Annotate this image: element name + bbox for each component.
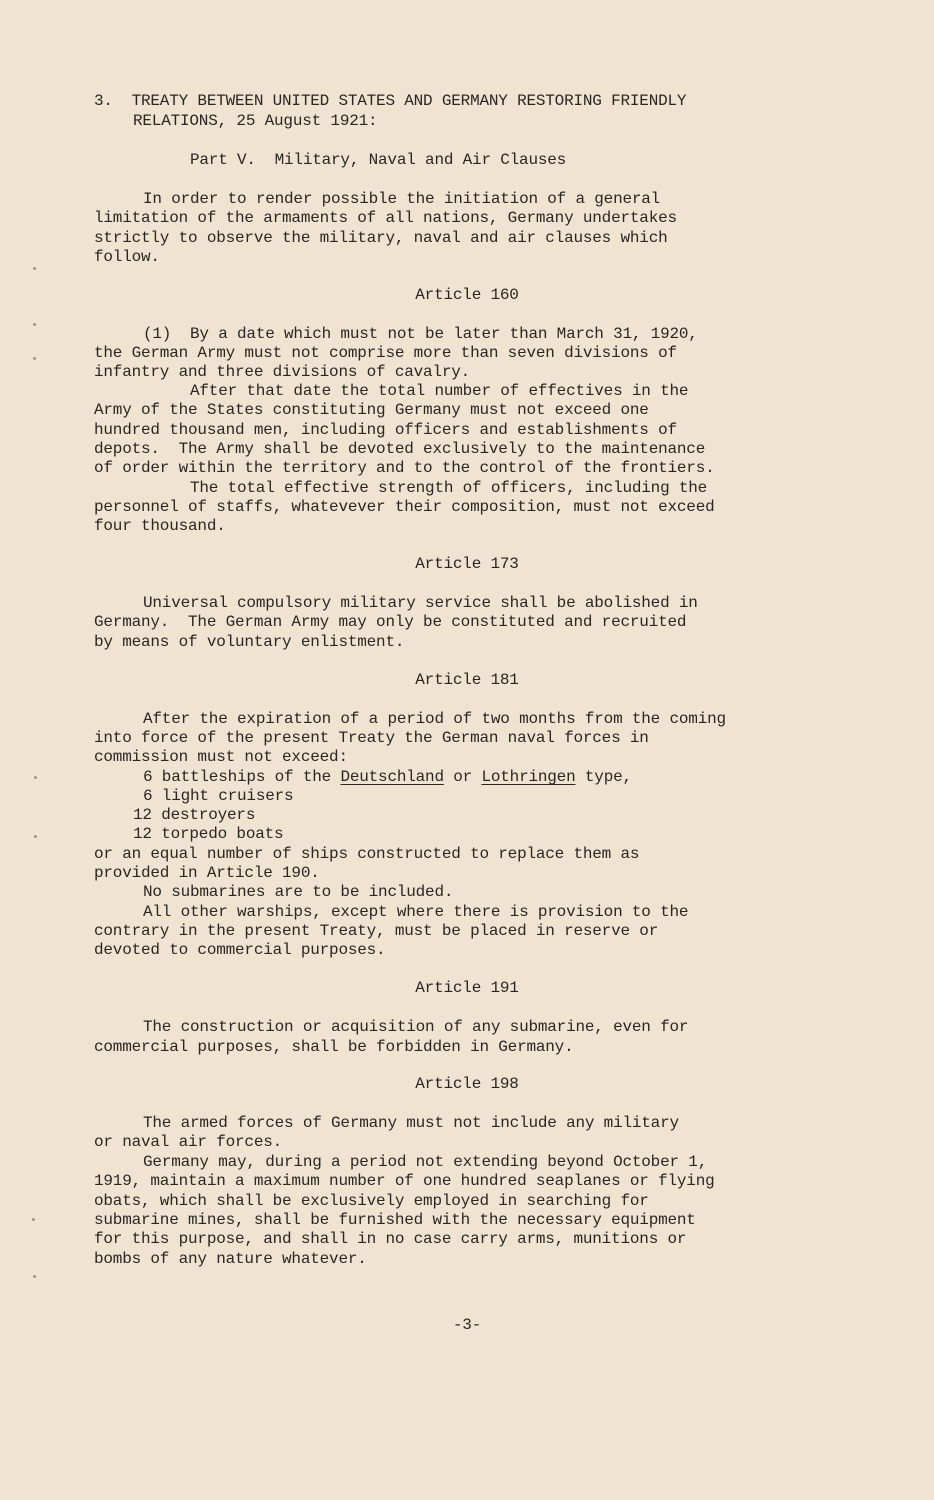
article-181-after-line: provided in Article 190.	[94, 864, 320, 882]
paper-speck	[33, 1275, 36, 1278]
article-160-line: the German Army must not comprise more than seven divisions of	[94, 344, 677, 362]
lothringen-type: Lothringen	[481, 768, 576, 786]
battleships-line	[143, 768, 632, 787]
article-181-after-line: All other warships, except where there is provision to the	[143, 903, 689, 921]
article-198-line: obats, which shall be exclusively employed in searching for	[94, 1192, 649, 1210]
ship-list-item: 6 light cruisers	[143, 787, 294, 805]
intro-line: In order to render possible the initiation of a general	[143, 190, 661, 208]
article-181-line: commission must not exceed:	[94, 748, 348, 766]
article-198-line: or naval air forces.	[94, 1133, 283, 1151]
intro-line: strictly to observe the military, naval and air clauses which	[94, 229, 668, 247]
article-191-title: Article 191	[415, 979, 519, 997]
article-181-line: After the expiration of a period of two months from the coming	[143, 710, 726, 728]
article-160-line: of order within the territory and to the control of the frontiers.	[94, 459, 715, 477]
article-181-after-line: devoted to commercial purposes.	[94, 941, 386, 959]
article-181-title: Article 181	[415, 671, 519, 689]
article-198-line: submarine mines, shall be furnished with the necessary equipment	[94, 1211, 696, 1229]
paper-speck	[32, 1218, 35, 1221]
article-160-line: personnel of staffs, whatevever their composition, must not exceed	[94, 498, 715, 516]
article-181-line: into force of the present Treaty the German naval forces in	[94, 729, 649, 747]
article-160-line: depots. The Army shall be devoted exclusively to the maintenance	[94, 440, 706, 458]
article-160-line: four thousand.	[94, 517, 226, 535]
intro-line: follow.	[94, 248, 160, 266]
article-191-line: commercial purposes, shall be forbidden in Germany.	[94, 1038, 574, 1056]
article-198-line: for this purpose, and shall in no case carry arms, munitions or	[94, 1230, 687, 1248]
article-173-line: Universal compulsory military service shall be abolished in	[143, 594, 698, 612]
article-198-line: 1919, maintain a maximum number of one hundred seaplanes or flying	[94, 1172, 715, 1190]
paper-speck	[34, 776, 37, 779]
article-173-line: Germany. The German Army may only be constituted and recruited	[94, 613, 687, 631]
article-198-line: bombs of any nature whatever.	[94, 1250, 367, 1268]
deutschland-type: Deutschland	[340, 768, 444, 786]
article-173-title: Article 173	[415, 555, 519, 573]
battleships-or: or	[443, 768, 482, 786]
heading-line-1: 3. TREATY BETWEEN UNITED STATES AND GERMANY RESTORING FRIENDLY	[94, 92, 687, 110]
article-181-after-line: contrary in the present Treaty, must be placed in reserve or	[94, 922, 659, 940]
article-160-line: Army of the States constituting Germany must not exceed one	[94, 401, 649, 419]
article-160-line: The total effective strength of officers, including the	[190, 479, 708, 497]
page-number: -3-	[452, 1316, 482, 1334]
paper-speck	[34, 835, 37, 838]
article-160-line: hundred thousand men, including officers and establishments of	[94, 421, 677, 439]
article-160-line: After that date the total number of effectives in the	[190, 382, 689, 400]
article-160-line: (1) By a date which must not be later than March 31, 1920,	[143, 325, 698, 343]
intro-line: limitation of the armaments of all nations, Germany undertakes	[94, 209, 677, 227]
ship-list-item: 12 destroyers	[133, 806, 256, 824]
article-198-line: The armed forces of Germany must not include any military	[143, 1114, 679, 1132]
battleships-prefix: 6 battleships of the	[143, 768, 341, 786]
article-160-title: Article 160	[415, 286, 519, 304]
paper-speck	[33, 357, 36, 360]
part-title: Part V. Military, Naval and Air Clauses	[190, 151, 567, 169]
article-173-line: by means of voluntary enlistment.	[94, 633, 405, 651]
article-160-line: infantry and three divisions of cavalry.	[94, 363, 471, 381]
article-198-title: Article 198	[415, 1075, 519, 1093]
paper-speck	[33, 323, 36, 326]
article-198-line: Germany may, during a period not extending beyond October 1,	[143, 1153, 708, 1171]
article-181-after-line: or an equal number of ships constructed to replace them as	[94, 845, 640, 863]
battleships-suffix: type,	[575, 768, 632, 786]
heading-line-2: RELATIONS, 25 August 1921:	[133, 112, 378, 130]
ship-list-item: 12 torpedo boats	[133, 825, 284, 843]
article-191-line: The construction or acquisition of any submarine, even for	[143, 1018, 689, 1036]
paper-speck	[33, 267, 36, 270]
article-181-after-line: No submarines are to be included.	[143, 883, 454, 901]
